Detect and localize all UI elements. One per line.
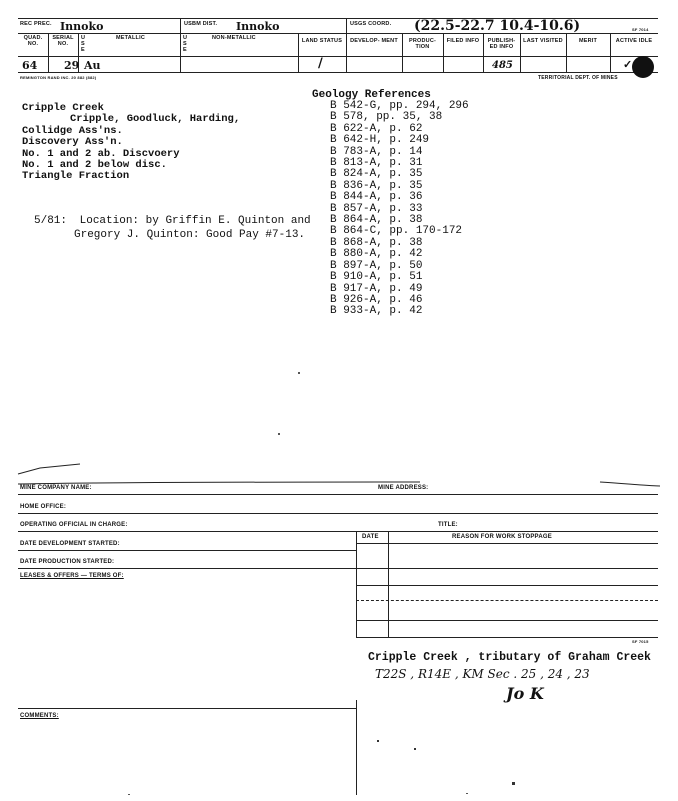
col-published-info: PUBLISH- ED INFO bbox=[487, 38, 516, 50]
scan-speck bbox=[414, 748, 416, 750]
date-prod-started-label: DATE PRODUCTION STARTED: bbox=[20, 559, 115, 565]
geology-ref: B 783-A, p. 14 bbox=[330, 145, 423, 158]
col-merit: MERIT bbox=[578, 38, 598, 44]
note-line2: Gregory J. Quinton: Good Pay #7-13. bbox=[74, 229, 306, 241]
col-use-nonmetallic: U S E bbox=[183, 35, 188, 53]
geology-ref: B 824-A, p. 35 bbox=[330, 168, 423, 181]
geology-ref: B 813-A, p. 31 bbox=[330, 157, 423, 170]
col-quad-no: QUAD. NO. bbox=[23, 35, 43, 47]
claim-name: No. 1 and 2 below disc. bbox=[22, 159, 167, 172]
geology-ref: B 868-A, p. 38 bbox=[330, 236, 423, 249]
claim-names-list bbox=[22, 103, 240, 183]
geology-ref: B 642-H, p. 249 bbox=[330, 134, 430, 147]
col-nonmetallic: NON-METALLIC bbox=[212, 35, 256, 41]
geology-ref: B 897-A, p. 50 bbox=[330, 259, 423, 272]
scan-speck bbox=[377, 740, 379, 742]
geology-ref: B 857-A, p. 33 bbox=[330, 202, 423, 215]
date-col-label: DATE bbox=[362, 534, 379, 540]
location-line-2: T22S , R14E , KM Sec . 25 , 24 , 23 bbox=[375, 667, 590, 681]
geology-title: Geology References bbox=[312, 89, 431, 101]
geology-ref: B 864-C, pp. 170-172 bbox=[330, 225, 463, 238]
date-dev-started-label: DATE DEVELOPMENT STARTED: bbox=[20, 541, 120, 547]
rec-prec-label: REC PREC. bbox=[20, 21, 52, 27]
usgs-coord-value: (22.5-22.7 10.4-10.6) bbox=[414, 18, 581, 34]
scan-speck bbox=[512, 782, 515, 785]
usbm-dist-value: Innoko bbox=[236, 20, 280, 33]
home-office-label: HOME OFFICE: bbox=[20, 504, 67, 510]
col-last-visited: LAST VISITED bbox=[523, 38, 563, 44]
claim-name: Discovery Ass'n. bbox=[22, 136, 123, 149]
claim-name: Cripple Creek bbox=[22, 102, 104, 114]
mine-company-label: MINE COMPANY NAME: bbox=[20, 485, 92, 491]
geology-ref: B 864-A, p. 38 bbox=[330, 214, 423, 227]
claim-name: Collidge Ass'ns. bbox=[22, 124, 123, 137]
comments-label: COMMENTS: bbox=[20, 713, 59, 719]
active-idle-mark: ✓ bbox=[623, 58, 633, 71]
col-use-metallic: U S E bbox=[81, 35, 86, 53]
col-serial-no: SERIAL NO. bbox=[52, 35, 74, 47]
col-production: PRODUC- TION bbox=[408, 38, 437, 50]
territorial-label: TERRITORIAL DEPT. OF MINES bbox=[538, 75, 618, 81]
tear-line bbox=[0, 462, 678, 492]
geology-ref: B 578, pp. 35, 38 bbox=[330, 111, 443, 124]
geology-ref: B 622-A, p. 62 bbox=[330, 122, 423, 135]
scan-speck bbox=[298, 372, 300, 374]
note-line1: Location: by Griffin E. Quinton and bbox=[79, 215, 311, 227]
initials: Jo K bbox=[506, 684, 544, 703]
col-filed-info: FILED INFO bbox=[446, 38, 480, 44]
geology-ref: B 836-A, p. 35 bbox=[330, 179, 423, 192]
location-note bbox=[34, 214, 311, 242]
serial-no-value: 29 bbox=[64, 59, 80, 72]
col-development: DEVELOP- MENT bbox=[350, 38, 398, 44]
quad-no-value: 64 bbox=[22, 59, 38, 72]
col-active-idle: ACTIVE IDLE bbox=[615, 38, 653, 44]
title-label: TITLE: bbox=[438, 522, 458, 528]
form-number-2: SF 7015 bbox=[632, 639, 649, 644]
metallic-value: Au bbox=[84, 59, 101, 72]
geology-ref: B 844-A, p. 36 bbox=[330, 191, 423, 204]
reason-col-label: REASON FOR WORK STOPPAGE bbox=[452, 534, 552, 540]
operating-official-label: OPERATING OFFICIAL IN CHARGE: bbox=[20, 522, 128, 528]
geology-ref: B 880-A, p. 42 bbox=[330, 248, 423, 261]
geology-ref: B 933-A, p. 42 bbox=[330, 305, 423, 318]
claim-name: No. 1 and 2 ab. Discvoery bbox=[22, 147, 180, 160]
claim-name: Triangle Fraction bbox=[22, 170, 130, 183]
published-info-value: 485 bbox=[492, 60, 513, 71]
claim-name: Cripple, Goodluck, Harding, bbox=[70, 113, 241, 126]
geology-ref: B 910-A, p. 51 bbox=[330, 271, 423, 284]
scan-speck bbox=[466, 793, 468, 794]
geology-ref: B 926-A, p. 46 bbox=[330, 293, 423, 306]
leases-offers-label: LEASES & OFFERS — TERMS OF: bbox=[20, 573, 124, 579]
usbm-dist-label: USBM DIST. bbox=[184, 21, 218, 27]
usgs-coord-label: USGS COORD. bbox=[350, 21, 392, 27]
printer-line: REMINGTON RAND INC. 20 882 (882) bbox=[20, 75, 97, 80]
mine-address-label: MINE ADDRESS: bbox=[378, 485, 429, 491]
land-status-value: / bbox=[318, 56, 323, 71]
geology-ref: B 917-A, p. 49 bbox=[330, 282, 423, 295]
punch-hole-mark bbox=[632, 56, 654, 78]
note-date: 5/81: bbox=[34, 215, 68, 227]
geology-ref: B 542-G, pp. 294, 296 bbox=[330, 100, 469, 112]
col-land-status: LAND STATUS bbox=[301, 38, 343, 44]
scan-speck bbox=[128, 794, 130, 795]
col-metallic: METALLIC bbox=[116, 35, 145, 41]
form-number: SF 7014 bbox=[632, 27, 649, 32]
geology-refs bbox=[330, 101, 469, 318]
rec-prec-value: Innoko bbox=[60, 20, 104, 33]
location-line-1: Cripple Creek , tributary of Graham Creek bbox=[368, 651, 651, 664]
scan-speck bbox=[278, 433, 280, 435]
